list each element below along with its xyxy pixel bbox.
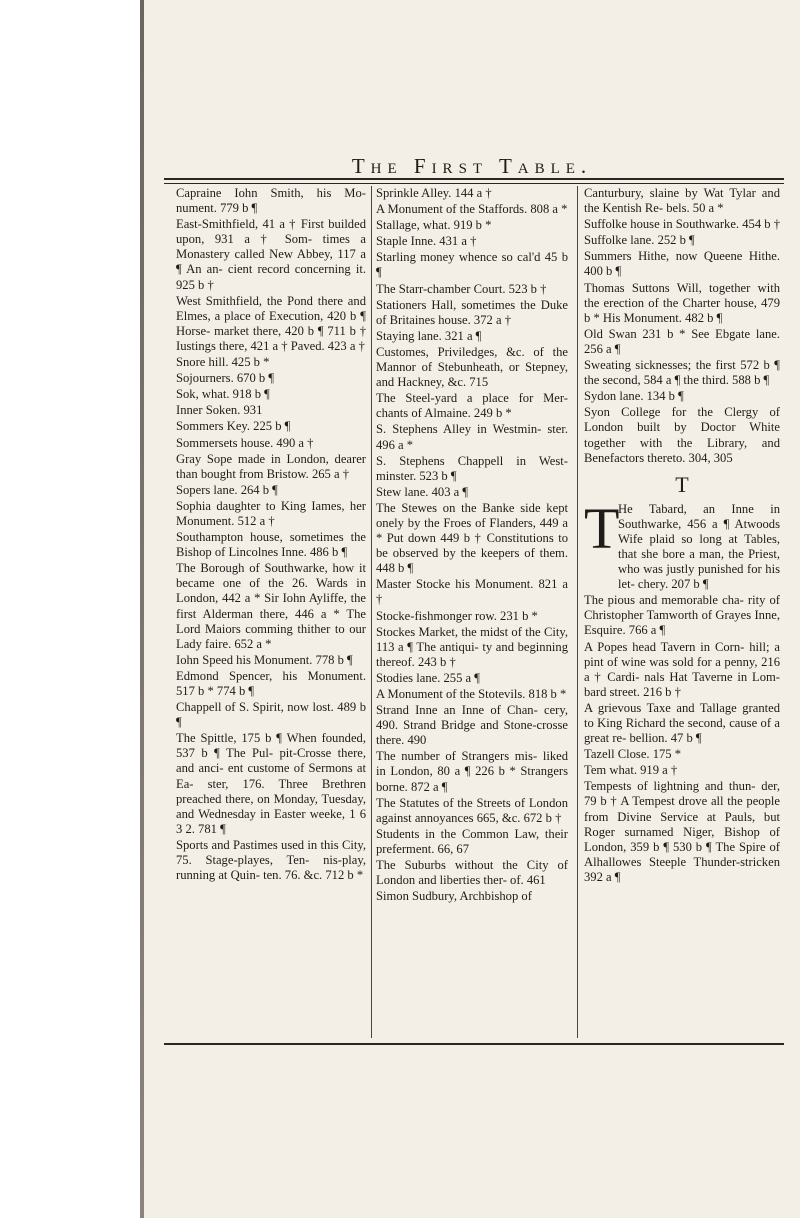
index-entry: Tempests of lightning and thun- der, 79 b † A Tempest drove all the people from Divine Service at Pauls, but Roger surnamed Niger, Bishop of London, 359 b ¶ 530 b ¶ The Spire of Alhallowes Steeple Thunder-stricken 392 a ¶: [584, 779, 780, 884]
index-entry: Sports and Pastimes used in this City, 75. Stage-playes, Ten- nis-play, running at Quin- ten. 76. &c. 712 b *: [176, 837, 366, 883]
index-entry: Inner Soken. 931: [176, 403, 263, 418]
index-entry: Suffolke house in Southwarke. 454 b †: [584, 217, 780, 232]
index-entry: Stew lane. 403 a ¶: [376, 484, 469, 499]
index-entry: Southampton house, sometimes the Bishop of Lincolnes Inne. 486 b ¶: [176, 530, 366, 560]
dropcap-letter: T: [584, 495, 620, 561]
index-entry: S. Stephens Alley in Westmin- ster. 496 a *: [376, 422, 568, 452]
index-entry: Sprinkle Alley. 144 a †: [376, 186, 492, 200]
index-entry: West Smithfield, the Pond there and Elmes, a place of Execution, 420 b ¶ Horse- market there, 420 b ¶ 711 b † Iustings there, 421 a † Paved. 423 a †: [176, 293, 366, 353]
index-entry: A Monument of the Stotevils. 818 b *: [376, 687, 567, 701]
index-column-3: [584, 186, 780, 1038]
dropcap-paragraph: [584, 495, 780, 593]
book-page: [144, 0, 800, 1218]
index-entry: Thomas Suttons Will, together with the erection of the Charter house, 479 b * His Monument. 482 b ¶: [584, 280, 780, 325]
index-entry: A Popes head Tavern in Corn- hill; a pint of wine was sold for a penny, 216 a † Cardi- nals Hat Taverne in Lom- bard street. 216 b †: [584, 639, 780, 699]
index-entry: Tazell Close. 175 *: [584, 747, 682, 762]
index-entry: Snore hill. 425 b *: [176, 355, 270, 370]
index-entry: Chappell of S. Spirit, now lost. 489 b ¶: [176, 700, 366, 730]
index-entry: The Stewes on the Banke side kept onely by the Froes of Flanders, 449 a * Put down 449 b † Constitutions to be observed by the keepers of them. 448 b ¶: [376, 500, 568, 576]
index-entry: The Starr-chamber Court. 523 b †: [376, 281, 547, 296]
index-entry: Sweating sicknesses; the first 572 b ¶ the second, 584 a ¶ the third. 588 b ¶: [584, 358, 780, 388]
index-entry: Staying lane. 321 a ¶: [376, 328, 482, 343]
index-entry: Staple Inne. 431 a †: [376, 234, 477, 249]
index-entry: Edmond Spencer, his Monument. 517 b * 774 b ¶: [176, 668, 366, 698]
column-divider: [577, 186, 578, 1038]
index-column-1: [176, 186, 366, 1038]
index-entry: Strand Inne an Inne of Chan- cery, 490. Strand Bridge and Stone-crosse there. 490: [376, 703, 568, 748]
index-entry: Students in the Common Law, their preferment. 66, 67: [376, 826, 568, 856]
footer-rule: [164, 1043, 784, 1045]
index-entry: Sydon lane. 134 b ¶: [584, 389, 684, 404]
index-entry: The number of Strangers mis- liked in London, 80 a ¶ 226 b * Strangers borne. 872 a ¶: [376, 749, 568, 794]
index-entry: Stallage, what. 919 b *: [376, 218, 492, 233]
header-rule: [164, 178, 784, 180]
index-entry: The Suburbs without the City of London and liberties ther- of. 461: [376, 858, 568, 888]
index-entry: Sok, what. 918 b ¶: [176, 387, 270, 402]
index-entry: The Spittle, 175 b ¶ When founded, 537 b ¶ The Pul- pit-Crosse there, and anci- ent custome of Sermons at Ea- ster, 176. Three Brethren preached there, on Monday, Tuesday, and Wednesday in Easter weeke, 1 6 3 2. 781 ¶: [176, 731, 366, 836]
index-entry: He Tabard, an Inne in Southwarke, 456 a ¶ Atwoods Wife plaid so long at Tables, that she bore a man, the Priest, who was justly punished for his let- chery. 207 b ¶: [618, 501, 780, 592]
index-entry: Sopers lane. 264 b ¶: [176, 482, 278, 497]
index-entry: Stodies lane. 255 a ¶: [376, 670, 480, 685]
index-column-2: [376, 186, 568, 1038]
index-entry: Suffolke lane. 252 b ¶: [584, 233, 695, 248]
section-letter-heading: T: [675, 471, 689, 497]
index-entry: Sophia daughter to King Iames, her Monument. 512 a †: [176, 498, 366, 528]
index-entry: S. Stephens Chappell in West- minster. 523 b ¶: [376, 453, 568, 483]
index-entry: A grievous Taxe and Tallage granted to King Richard the second, cause of a great re- bellion. 47 b ¶: [584, 700, 780, 746]
index-entry: East-Smithfield, 41 a † First builded upon, 931 a † Som- times a Monastery called New Abbey, 117 a ¶ An an- cient record concerning it. 925 b †: [176, 217, 366, 292]
index-entry: Iohn Speed his Monument. 778 b ¶: [176, 652, 353, 667]
page-title: The First Table.: [351, 154, 593, 178]
index-entry: Capraine Iohn Smith, his Mo- nument. 779 b ¶: [176, 186, 366, 216]
index-entry: Syon College for the Clergy of London built by Doctor White together with the Library, and Benefactors thereto. 304, 305: [584, 405, 780, 465]
index-entry: Customes, Priviledges, &c. of the Mannor of Stebunheath, or Stepney, and Hackney, &c. 715: [376, 344, 568, 390]
index-entry: Tem what. 919 a †: [584, 763, 678, 778]
index-entry: The Steel-yard a place for Mer- chants of Almaine. 249 b *: [376, 391, 568, 421]
index-entry: The Statutes of the Streets of London against annoyances 665, &c. 672 b †: [376, 795, 568, 825]
index-entry: Sommersets house. 490 a †: [176, 435, 314, 450]
index-entry: The Borough of Southwarke, how it became one of the 26. Wards in London, 442 a * Sir Iohn Ayliffe, the first Alderman there, 446 a * The Lord Maiors comming thither to our Lady faire. 652 a *: [176, 561, 366, 651]
index-entry: The pious and memorable cha- rity of Christopher Tamworth of Grayes Inne, Esquire. 766 a ¶: [584, 593, 780, 638]
index-entry: Sojourners. 670 b ¶: [176, 371, 275, 386]
header-rule-thin: [164, 183, 784, 184]
column-divider: [371, 186, 372, 1038]
index-entry: Old Swan 231 b * See Ebgate lane. 256 a ¶: [584, 326, 780, 356]
index-entry: Starling money whence so cal'd 45 b ¶: [376, 250, 568, 280]
index-entry: Stationers Hall, sometimes the Duke of Britaines house. 372 a †: [376, 297, 568, 327]
index-entry: Sommers Key. 225 b ¶: [176, 419, 291, 434]
index-entry: Summers Hithe, now Queene Hithe. 400 b ¶: [584, 249, 780, 279]
index-entry: Stocke-fishmonger row. 231 b *: [376, 608, 538, 623]
index-entry: Gray Sope made in London, dearer than bought from Bristow. 265 a †: [176, 451, 366, 481]
index-entry: Simon Sudbury, Archbishop of: [376, 889, 532, 904]
index-entry: A Monument of the Staffords. 808 a *: [376, 202, 568, 217]
index-entry: Canturbury, slaine by Wat Tylar and the Kentish Re- bels. 50 a *: [584, 186, 780, 216]
index-entry: Stockes Market, the midst of the City, 113 a ¶ The antiqui- ty and beginning thereof. 243 b †: [376, 624, 568, 669]
index-entry: Master Stocke his Monument. 821 a †: [376, 577, 568, 607]
